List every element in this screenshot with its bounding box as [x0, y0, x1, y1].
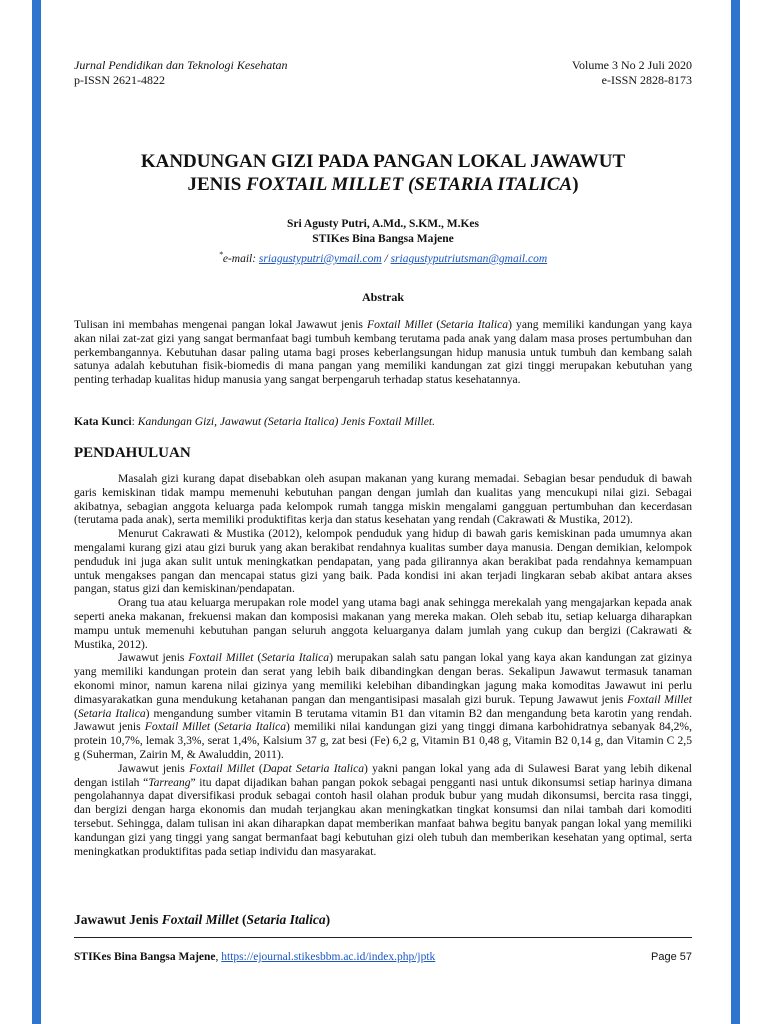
- journal-name: Jurnal Pendidikan dan Teknologi Kesehatan: [74, 58, 288, 72]
- left-accent-bar: [32, 0, 41, 1024]
- volume-info: Volume 3 No 2 Juli 2020: [571, 58, 692, 72]
- journal-url-link[interactable]: https://ejournal.stikesbbm.ac.id/index.php/jptk: [221, 951, 436, 963]
- email-link-gmail[interactable]: sriagustyputriutsman@gmail.com: [390, 252, 548, 265]
- abstract-heading: Abstrak: [361, 290, 404, 304]
- running-header-top: [74, 58, 692, 73]
- right-accent-bar: [731, 0, 740, 1024]
- section-heading-pendahuluan: PENDAHULUAN: [74, 445, 191, 461]
- keywords: Kata Kunci: Kandungan Gizi, Jawawut (Setaria Italica) Jenis Foxtail Millet.: [74, 415, 435, 428]
- subsection-heading: Jawawut Jenis Foxtail Millet (Setaria Italica): [74, 912, 331, 927]
- title-line-2-prefix: JENIS: [187, 174, 247, 195]
- electronic-issn: e-ISSN 2828-8173: [601, 73, 692, 87]
- page-footer: STIKes Bina Bangsa Majene, https://ejournal.stikesbbm.ac.id/index.php/jptk Page 57: [74, 951, 692, 963]
- paragraph-4: Jawawut jenis Foxtail Millet (Setaria Italica) merupakan salah satu pangan lokal yang kaya akan kandungan zat gizinya yang memiliki kandungan protein dan serat yang lebih baik dibandingkan dengan beras. Sekalipun Jawawut termasuk tanaman ekonomi minor, namun karena nilai gizinya yang memiliki kelebihan dibandingkan jagung maka komoditas Jawawut ini perlu dimasyarakatkan guna mendukung ketahanan pangan dan mengantisipasi masalah gizi buruk. Tepung Jawawut jenis Foxtail Millet (Setaria Italica) mengandung sumber vitamin B terutama vitamin B1 dan vitamin B2 dan mengandung beta karotin yang rendah. Jawawut jenis Foxtail Millet (Setaria Italica) memiliki nilai kandungan gizi yang tinggi dimana karbohidratnya sebanyak 84,2%, protein 10,7%, lemak 3,3%, serat 1,4%, Kalsium 37 g, zat besi (Fe) 6,2 g, Vitamin B1 0,48 g, Vitamin B2 0,14 g, dan Vitamin C 2,5 g (Suherman, Zairin M, & Awaluddin, 2011).: [74, 651, 693, 761]
- running-header-issn: [74, 73, 692, 88]
- title-line-2-suffix: ): [572, 174, 579, 195]
- email-footnote-mark: *: [218, 250, 223, 259]
- print-issn: p-ISSN 2621-4822: [74, 73, 166, 87]
- email-link-ymail[interactable]: sriagustyputri@ymail.com: [258, 252, 382, 265]
- email-label: e-mail:: [222, 252, 259, 265]
- paragraph-1: Masalah gizi kurang dapat disebabkan oleh asupan makanan yang kurang memadai. Sebagian besar penduduk di bawah garis kemiskinan tidak mampu memenuhi kebutuhan pangan dengan jumlah dan kualitas yang mencukupi nilai gizi. Sebagai akibatnya, sebagian anggota keluarga pada kelompok rumah tangga miskin mengalami gangguan pertumbuhan dan kecerdasan (terutama pada anak), serta memiliki produktifitas kerja dan status kesehatan yang rendah (Cakrawati & Mustika, 2012).: [74, 472, 692, 527]
- author-block: [74, 217, 692, 267]
- footer-institution: STIKes Bina Bangsa Majene: [74, 951, 216, 963]
- author-email-line: [74, 247, 692, 267]
- title-line-1: KANDUNGAN GIZI PADA PANGAN LOKAL JAWAWUT: [140, 151, 626, 172]
- paragraph-2: Menurut Cakrawati & Mustika (2012), kelompok penduduk yang hidup di bawah garis kemiskinan pada umumnya akan mengalami kurang gizi atau gizi buruk yang akan berakibat rendahnya kualitas sumber daya manusia. Dengan demikian, kelompok penduduk ini juga akan sulit untuk meningkatkan pendapatan, yang pada gilirannya akan berakibat pada rendahnya kemampuan untuk mengakses pangan dan mencapai status gizi yang baik. Pada kondisi ini akan terjadi lingkaran sebab akibat antara akses pangan, status gizi dan kemiskinan/pendapatan.: [74, 527, 692, 596]
- paragraph-5: Jawawut jenis Foxtail Millet (Dapat Setaria Italica) yakni pangan lokal yang ada di Sulawesi Barat yang lebih dikenal dengan istilah “Tarreang” itu dapat dijadikan bahan pangan pokok sebagai pengganti nasi untuk dikonsumsi setiap harinya dimana pengolahannya dapat diversifikasi produk sebagai contoh hasil olahan produk bubur yang mudah dikonsumsi, bercita rasa tinggi, dan bergizi dengan harga ekonomis dan mudah terjangkau akan meningkatkan tingkat konsumsi dan nilai tambah dari komoditi tersebut. Sehingga, dalam tulisan ini akan diharapkan dapat memberikan manfaat bahwa begitu banyak pangan lokal yang memiliki kandungan gizi yang tinggi yang sangat bermanfaat bagi kebutuhan gizi oleh tubuh dan memberikan kesehatan yang optimal, serta meningkatkan produktifitas pada setiap individu dan masyarakat.: [74, 761, 693, 858]
- title-line-2-italic: FOXTAIL MILLET (SETARIA ITALICA: [246, 174, 573, 195]
- paper-title: [74, 150, 692, 196]
- page-number: Page 57: [651, 951, 692, 963]
- author-name: Sri Agusty Putri, A.Md., S.KM., M.Kes: [287, 218, 479, 230]
- author-affiliation: STIKes Bina Bangsa Majene: [312, 233, 454, 245]
- section-body: [74, 472, 692, 858]
- abstract-text: Tulisan ini membahas mengenai pangan lokal Jawawut jenis Foxtail Millet (Setaria Italica) yang memiliki kandungan yang kaya akan nilai zat-zat gizi yang sangat bermanfaat bagi tumbuh kembang terutama pada anak yang dalam masa proses pertumbuhan dan perkembangannya. Kebutuhan dasar paling utama bagi proses keberlangsungan hidup manusia untuk tumbuh dan kembang salah satunya adalah kebutuhan fisik-biomedis di mana pangan yang memiliki kandungan zat gizi tinggi merupakan kebutuhan yang penting terhadap kualitas hidup manusia yang sangat berpengaruh terhadap status kesehatannya.: [74, 318, 693, 387]
- keywords-label: Kata Kunci: [74, 415, 132, 428]
- footer-divider: [74, 937, 692, 938]
- email-separator: /: [381, 252, 391, 265]
- keywords-value: Kandungan Gizi, Jawawut (Setaria Italica) Jenis Foxtail Millet.: [137, 415, 435, 428]
- paragraph-3: Orang tua atau keluarga merupakan role model yang utama bagi anak sehingga merekalah yang mengajarkan kepada anak seperti aneka makanan, frekuensi makan dan komposisi makanan yang mereka makan. Oleh sebab itu, setiap keluarga diharapkan mampu untuk memenuhi kebutuhan pangan seluruh anggota keluarganya dalam jumlah yang cukup dan bergizi (Cakrawati & Mustika, 2012).: [74, 596, 692, 651]
